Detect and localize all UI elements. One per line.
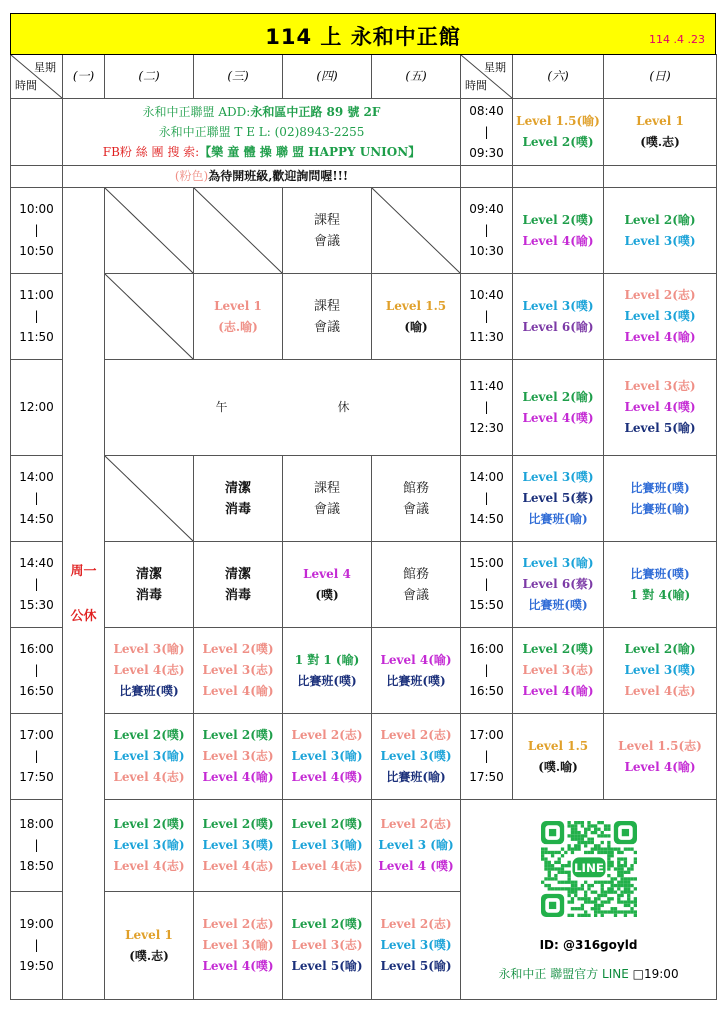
header-row xyxy=(11,55,717,99)
time-slot xyxy=(461,360,513,456)
class-entry: Level 2(噗) xyxy=(202,728,274,742)
schedule-row xyxy=(11,360,717,456)
class-entry: Level 6(蔡) xyxy=(522,577,594,591)
time-slot xyxy=(461,456,513,542)
class-cell-fri xyxy=(372,188,461,274)
class-entry: Level 3(志) xyxy=(624,379,696,393)
note-text: 會議 xyxy=(313,319,340,335)
class-entry: Level 2(噗) xyxy=(522,212,594,227)
class-entry: 比賽班(噗) xyxy=(119,684,179,698)
time-slot xyxy=(11,892,63,1000)
class-entry: 比賽班(喻) xyxy=(630,501,690,516)
corner-header xyxy=(461,55,513,99)
time-text: 19:00 xyxy=(19,917,54,931)
class-cell-sun xyxy=(604,542,717,628)
time-text: 11:40 xyxy=(469,379,504,393)
note-text: 會議 xyxy=(402,501,429,517)
class-entry: 比賽班(喻) xyxy=(386,770,446,784)
class-entry: Level 3(喻) xyxy=(202,938,274,952)
day-header-wed: (三) xyxy=(194,55,283,99)
class-cell-wed xyxy=(194,800,283,892)
line-qr-block xyxy=(461,800,717,1000)
class-cell-fri xyxy=(372,274,461,360)
class-entry: Level 3(噗) xyxy=(202,838,274,852)
class-entry: (噗.喻) xyxy=(538,759,578,774)
time-text: | xyxy=(484,491,489,505)
line-hours: □19:00 xyxy=(632,966,679,981)
pending-color-label: (粉色) xyxy=(174,169,209,183)
class-cell-tue xyxy=(105,892,194,1000)
class-entry: Level 2(志) xyxy=(380,728,452,742)
class-entry: Level 3(噗) xyxy=(624,233,696,248)
class-cell-sun xyxy=(604,274,717,360)
time-text: 18:50 xyxy=(19,859,54,873)
time-text: 10:40 xyxy=(469,288,504,302)
time-slot xyxy=(461,714,513,800)
note-text: 消毒 xyxy=(224,501,251,517)
time-text: 17:00 xyxy=(19,728,54,742)
class-cell-sat xyxy=(513,628,604,714)
time-slot xyxy=(461,274,513,360)
lunch-label: 休 xyxy=(337,400,350,414)
class-entry: Level 2(志) xyxy=(380,817,452,831)
class-entry: Level 1.5(喻) xyxy=(516,114,600,128)
class-entry: Level 4(志) xyxy=(624,684,696,698)
class-cell-sun xyxy=(604,360,717,456)
day-header-thu: (四) xyxy=(283,55,372,99)
time-slot xyxy=(11,360,63,456)
empty-cell xyxy=(604,166,717,188)
class-entry: Level 3(喻) xyxy=(113,838,185,852)
class-entry: 比賽班(喻) xyxy=(528,512,588,526)
class-entry: Level 2(志) xyxy=(624,288,696,302)
note-row xyxy=(11,166,717,188)
time-text: | xyxy=(34,663,39,677)
class-cell-thu xyxy=(283,714,372,800)
note-text: 會議 xyxy=(313,233,340,249)
class-entry: Level 2(噗) xyxy=(202,817,274,831)
time-text: 09:40 xyxy=(469,202,504,216)
fb-line xyxy=(63,142,460,162)
line-logo-text: LINE xyxy=(573,860,604,875)
time-slot xyxy=(461,628,513,714)
time-slot xyxy=(461,542,513,628)
schedule-row xyxy=(11,542,717,628)
class-entry: Level 2(志) xyxy=(202,917,274,931)
class-entry: Level 1.5(志) xyxy=(618,738,702,753)
schedule-row xyxy=(11,188,717,274)
class-cell-tue xyxy=(105,542,194,628)
fb-label: FB粉 絲 團 搜 索: xyxy=(102,145,200,159)
time-text: 14:00 xyxy=(19,470,54,484)
class-entry: Level 1 xyxy=(636,114,684,128)
time-text: 16:50 xyxy=(19,684,54,698)
time-text: 16:00 xyxy=(469,642,504,656)
pending-class-note xyxy=(63,166,461,188)
class-entry: Level 3(噗) xyxy=(624,309,696,323)
class-cell-sun xyxy=(604,188,717,274)
class-entry: Level 4(志) xyxy=(202,859,274,873)
class-cell-wed xyxy=(194,628,283,714)
class-cell-tue xyxy=(105,188,194,274)
class-entry: Level 4(志) xyxy=(113,859,185,873)
phone-line: 永和中正聯盟 T E L: (02)8943-2255 xyxy=(158,125,365,139)
time-text: 17:50 xyxy=(469,770,504,784)
class-entry: Level 3(喻) xyxy=(522,556,594,570)
day-header-tue: (二) xyxy=(105,55,194,99)
class-entry: Level 2(喻) xyxy=(624,642,696,656)
diagonal-slash xyxy=(372,188,460,273)
class-entry: Level 4(噗) xyxy=(291,770,363,784)
class-entry: (噗.志) xyxy=(640,135,680,149)
time-text: 18:00 xyxy=(19,817,54,831)
class-cell-sat xyxy=(513,542,604,628)
time-slot xyxy=(11,274,63,360)
schedule-table xyxy=(10,54,717,1000)
time-text: 08:40 xyxy=(469,103,504,118)
time-text: | xyxy=(34,223,39,237)
pending-text: 為待開班級,歡迎詢問喔!!! xyxy=(208,169,349,183)
time-text: 11:50 xyxy=(19,330,54,344)
class-entry: Level 4 (噗) xyxy=(378,859,454,873)
time-slot xyxy=(11,456,63,542)
class-entry: 1 對 1 (喻) xyxy=(294,652,360,667)
time-text: | xyxy=(484,749,489,763)
class-entry: Level 2(噗) xyxy=(522,135,594,149)
note-text: 課程 xyxy=(313,298,340,314)
time-text: | xyxy=(34,309,39,323)
time-text: 19:50 xyxy=(19,959,54,973)
time-text: | xyxy=(484,400,489,414)
class-cell-thu xyxy=(283,456,372,542)
class-entry: Level 4(喻) xyxy=(624,759,696,774)
time-slot xyxy=(11,542,63,628)
lunch-label: 午 xyxy=(215,400,228,414)
info-row xyxy=(11,99,717,166)
line-qr-code[interactable] xyxy=(541,821,637,917)
class-entry: 1 對 4(喻) xyxy=(629,587,691,602)
class-entry: Level 1.5 xyxy=(527,738,589,753)
schedule-sheet xyxy=(10,13,716,1000)
class-entry: Level 2(噗) xyxy=(291,917,363,931)
day-header-mon: (一) xyxy=(63,55,105,99)
address-line xyxy=(63,102,460,122)
class-cell-wed xyxy=(194,274,283,360)
time-text: 09:30 xyxy=(469,145,504,160)
class-entry: Level 1 xyxy=(125,927,173,942)
class-entry: Level 1.5 xyxy=(385,298,447,313)
class-entry: Level 5(喻) xyxy=(291,959,363,973)
time-text: 16:00 xyxy=(19,642,54,656)
class-entry: Level 4(噗) xyxy=(522,410,594,425)
class-cell-sun xyxy=(604,628,717,714)
time-text: 17:00 xyxy=(469,728,504,742)
class-entry: Level 4(喻) xyxy=(522,684,594,698)
line-label-text: 永和中正 聯盟官方 LINE xyxy=(498,966,629,981)
empty-cell xyxy=(11,99,63,166)
schedule-row xyxy=(11,456,717,542)
class-cell-sun xyxy=(604,99,717,166)
class-cell-sat xyxy=(513,99,604,166)
fb-value: 【樂 童 體 操 聯 盟 HAPPY UNION】 xyxy=(199,145,421,159)
monday-closed-label: 周一 xyxy=(70,563,97,579)
class-entry: Level 3(志) xyxy=(202,749,274,763)
note-text: 消毒 xyxy=(224,587,251,603)
class-entry: (噗.志) xyxy=(129,948,169,963)
class-entry: Level 2(噗) xyxy=(522,642,594,656)
class-entry: Level 3(噗) xyxy=(380,938,452,952)
time-text: | xyxy=(484,309,489,323)
diagonal-slash xyxy=(105,274,193,359)
class-entry: Level 4(噗) xyxy=(624,400,696,414)
class-entry: Level 1 xyxy=(214,298,262,313)
class-cell-fri xyxy=(372,892,461,1000)
class-entry: Level 3(喻) xyxy=(291,749,363,763)
note-text: 課程 xyxy=(313,480,340,496)
time-text: | xyxy=(34,577,39,591)
diagonal-slash xyxy=(105,188,193,273)
line-official-label xyxy=(461,964,716,985)
time-text: | xyxy=(484,223,489,237)
class-entry: Level 3(噗) xyxy=(380,749,452,763)
class-entry: 比賽班(噗) xyxy=(386,673,446,688)
class-cell-wed xyxy=(194,714,283,800)
class-cell-thu xyxy=(283,892,372,1000)
class-entry: (喻) xyxy=(404,319,428,334)
page-title: 114 上 永和中正館 xyxy=(265,25,461,49)
time-slot xyxy=(11,628,63,714)
class-entry: 比賽班(噗) xyxy=(630,566,690,581)
time-text: 14:50 xyxy=(19,512,54,526)
class-entry: 比賽班(噗) xyxy=(630,480,690,495)
class-cell-wed xyxy=(194,542,283,628)
address-label: 永和中正聯盟 ADD: xyxy=(142,105,251,119)
class-entry: Level 5(喻) xyxy=(624,421,696,435)
time-text: 14:00 xyxy=(469,470,504,484)
class-entry: Level 2(噗) xyxy=(113,817,185,831)
class-entry: (噗) xyxy=(315,587,339,602)
empty-cell xyxy=(461,166,513,188)
time-text: 10:00 xyxy=(19,202,54,216)
class-cell-sun xyxy=(604,456,717,542)
time-text: 12:00 xyxy=(19,400,54,414)
class-cell-wed xyxy=(194,892,283,1000)
corner-weekday-label: 星期 xyxy=(484,61,506,74)
class-entry: Level 3(喻) xyxy=(113,642,185,656)
class-cell-sun xyxy=(604,714,717,800)
class-entry: Level 4(喻) xyxy=(522,233,594,248)
time-text: | xyxy=(34,938,39,952)
time-text: 10:50 xyxy=(19,244,54,258)
monday-closed-label: 公休 xyxy=(70,608,97,624)
day-header-sat: (六) xyxy=(513,55,604,99)
class-cell-wed xyxy=(194,188,283,274)
class-cell-tue xyxy=(105,714,194,800)
class-cell-sat xyxy=(513,714,604,800)
class-entry: Level 3(喻) xyxy=(291,838,363,852)
time-slot xyxy=(461,99,513,166)
class-cell-thu xyxy=(283,542,372,628)
note-text: 館務 xyxy=(402,566,429,582)
corner-time-label: 時間 xyxy=(15,79,37,92)
class-entry: Level 4(喻) xyxy=(202,684,274,698)
note-text: 清潔 xyxy=(135,566,162,582)
class-entry: Level 2(志) xyxy=(291,728,363,742)
class-entry: Level 4(志) xyxy=(113,770,185,784)
empty-cell xyxy=(11,166,63,188)
class-entry: (志.喻) xyxy=(218,319,258,334)
class-entry: Level 3(喻) xyxy=(113,749,185,763)
class-cell-wed xyxy=(194,456,283,542)
note-text: 會議 xyxy=(313,501,340,517)
time-text: 15:00 xyxy=(469,556,504,570)
class-entry: Level 5(蔡) xyxy=(522,491,594,505)
class-entry: Level 4(喻) xyxy=(202,770,274,784)
note-text: 清潔 xyxy=(224,480,251,496)
class-entry: Level 4(喻) xyxy=(624,330,696,344)
revision-date: 114 .4 .23 xyxy=(649,33,705,46)
note-text: 清潔 xyxy=(224,566,251,582)
day-header-fri: (五) xyxy=(372,55,461,99)
lunch-break-cell xyxy=(105,360,461,456)
class-entry: Level 3(志) xyxy=(202,663,274,677)
note-text: 課程 xyxy=(313,212,340,228)
class-entry: Level 4(志) xyxy=(113,663,185,677)
class-cell-tue xyxy=(105,628,194,714)
class-cell-sat xyxy=(513,456,604,542)
class-entry: 比賽班(噗) xyxy=(297,673,357,688)
class-cell-thu xyxy=(283,188,372,274)
time-slot xyxy=(11,714,63,800)
class-cell-tue xyxy=(105,800,194,892)
empty-cell xyxy=(513,166,604,188)
class-cell-tue xyxy=(105,456,194,542)
schedule-row xyxy=(11,714,717,800)
class-entry: Level 3(噗) xyxy=(624,663,696,677)
class-cell-fri xyxy=(372,800,461,892)
monday-closed-cell xyxy=(63,188,105,1000)
note-text: 消毒 xyxy=(135,587,162,603)
diagonal-slash xyxy=(105,456,193,541)
class-cell-thu xyxy=(283,274,372,360)
time-text: 11:00 xyxy=(19,288,54,302)
class-entry: Level 3(噗) xyxy=(522,298,594,313)
class-entry: 比賽班(噗) xyxy=(528,598,588,612)
time-text: 12:30 xyxy=(469,421,504,435)
class-cell-fri xyxy=(372,542,461,628)
class-cell-fri xyxy=(372,628,461,714)
class-entry: Level 2(噗) xyxy=(291,817,363,831)
class-entry: Level 2(噗) xyxy=(202,642,274,656)
class-entry: Level 2(噗) xyxy=(113,728,185,742)
class-entry: Level 2(喻) xyxy=(624,212,696,227)
class-cell-thu xyxy=(283,800,372,892)
class-cell-tue xyxy=(105,274,194,360)
class-entry: Level 4(噗) xyxy=(202,959,274,973)
title-bar xyxy=(10,13,716,55)
class-entry: Level 3 (喻) xyxy=(378,838,454,852)
class-cell-thu xyxy=(283,628,372,714)
time-text: 11:30 xyxy=(469,330,504,344)
class-entry: Level 3(志) xyxy=(291,938,363,952)
class-entry: Level 4(志) xyxy=(291,859,363,873)
time-text: 15:30 xyxy=(19,598,54,612)
info-block xyxy=(63,99,461,166)
time-text: 14:50 xyxy=(469,512,504,526)
time-text: 17:50 xyxy=(19,770,54,784)
day-header-sun: (日) xyxy=(604,55,717,99)
class-entry: Level 3(噗) xyxy=(522,470,594,484)
class-cell-sat xyxy=(513,188,604,274)
schedule-row xyxy=(11,274,717,360)
time-text: 14:40 xyxy=(19,556,54,570)
class-entry: Level 2(喻) xyxy=(522,389,594,404)
class-entry: Level 5(喻) xyxy=(380,959,452,973)
schedule-row xyxy=(11,628,717,714)
note-text: 館務 xyxy=(402,480,429,496)
class-entry: Level 6(喻) xyxy=(522,319,594,334)
time-slot xyxy=(11,188,63,274)
note-text: 會議 xyxy=(402,587,429,603)
time-slot xyxy=(461,188,513,274)
time-text: | xyxy=(484,663,489,677)
corner-time-label: 時間 xyxy=(465,79,487,92)
diagonal-slash xyxy=(194,188,282,273)
class-entry: Level 4 xyxy=(303,566,351,581)
line-id: ID: @316goyld xyxy=(539,937,638,952)
corner-header xyxy=(11,55,63,99)
class-entry: Level 2(志) xyxy=(380,917,452,931)
time-text: | xyxy=(484,124,489,139)
address-value: 永和區中正路 89 號 2F xyxy=(250,105,381,119)
time-text: | xyxy=(34,838,39,852)
time-text: | xyxy=(34,749,39,763)
class-cell-fri xyxy=(372,456,461,542)
time-text: 10:30 xyxy=(469,244,504,258)
class-entry: Level 4(喻) xyxy=(380,652,452,667)
schedule-row xyxy=(11,800,717,892)
time-text: 15:50 xyxy=(469,598,504,612)
class-cell-fri xyxy=(372,714,461,800)
class-cell-sat xyxy=(513,274,604,360)
time-text: | xyxy=(484,577,489,591)
class-entry: Level 3(志) xyxy=(522,663,594,677)
time-text: | xyxy=(34,491,39,505)
time-slot xyxy=(11,800,63,892)
time-text: 16:50 xyxy=(469,684,504,698)
class-cell-sat xyxy=(513,360,604,456)
corner-weekday-label: 星期 xyxy=(34,61,56,74)
